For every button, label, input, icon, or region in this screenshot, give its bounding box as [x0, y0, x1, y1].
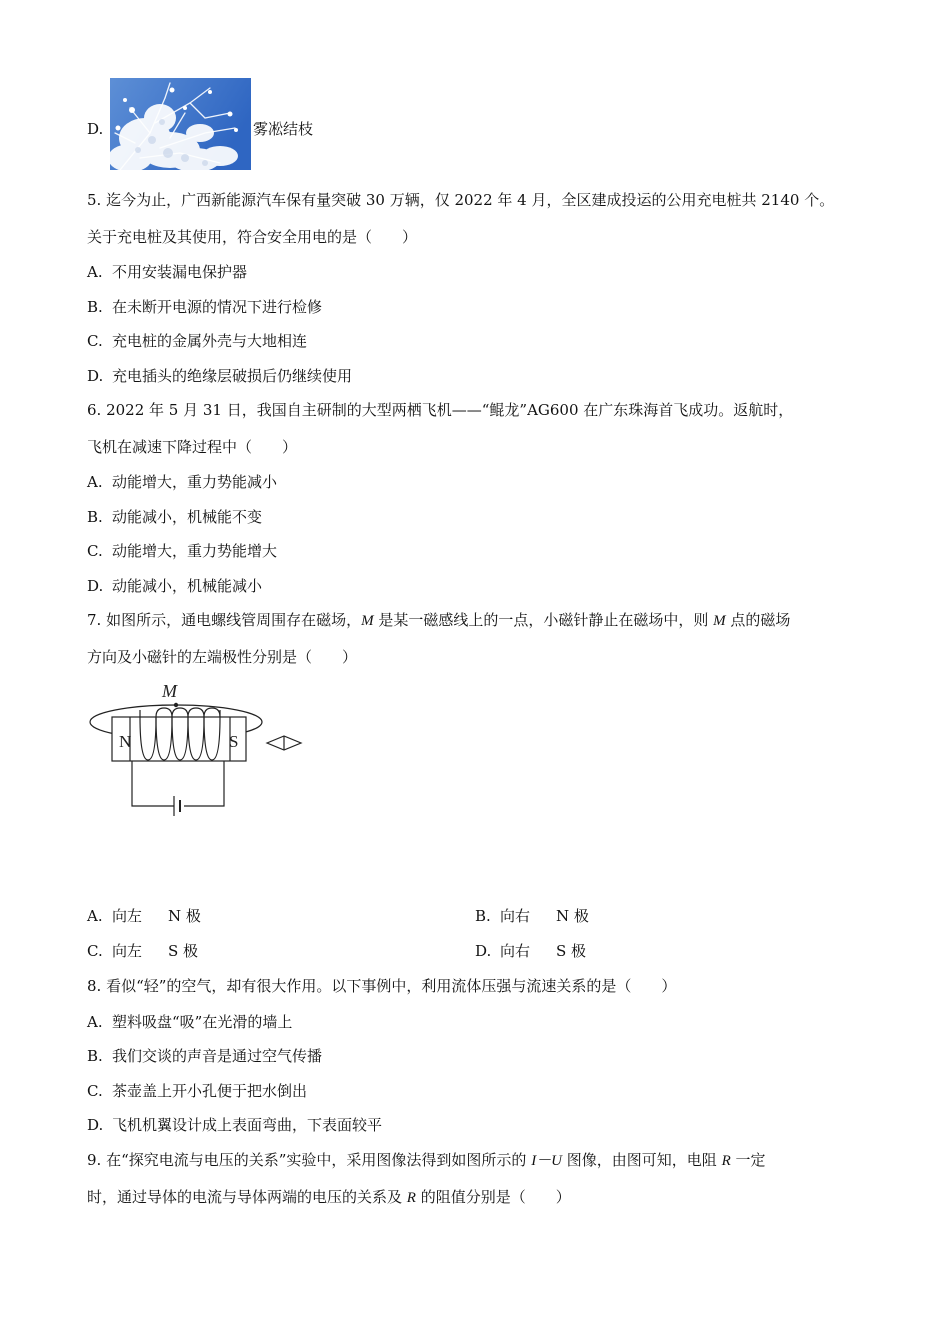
solenoid-diagram: [86, 680, 316, 830]
q5-stem-line1: 5. 迄今为止，广西新能源汽车保有量突破 30 万辆，仅 2022 年 4 月，全区建成投运的公用充电桩共 2140 个。: [87, 191, 835, 209]
var-r: R: [406, 1190, 416, 1206]
option-key: D.: [87, 120, 104, 138]
q9-stem-line2: 时，通过导体的电流与导体两端的电压的关系及 R 的阻值分别是（ ）: [87, 1188, 571, 1206]
q6-stem-line2: 飞机在减速下降过程中（ ）: [87, 438, 298, 456]
label-n: N: [119, 732, 132, 751]
frosted-tree-photo: [110, 78, 251, 170]
q6-stem-line1: 6. 2022 年 5 月 31 日，我国自主研制的大型两栖飞机——“鲲龙”AG600 在广东珠海首飞成功。返航时，: [87, 401, 794, 419]
q7-option-a: A. 向左 N 极: [87, 907, 201, 925]
var-m: M: [713, 613, 726, 629]
q7-option-b: B. 向右 N 极: [475, 907, 589, 925]
q4-option-d-text: 雾凇结枝: [253, 120, 314, 138]
q6-option-c: C. 动能增大，重力势能增大: [87, 542, 278, 560]
q5-stem-line2: 关于充电桩及其使用，符合安全用电的是（ ）: [87, 228, 418, 246]
point-m-dot: [174, 703, 178, 707]
q6-option-d: D. 动能减小，机械能减小: [87, 577, 263, 595]
q7-stem-line1: 7. 如图所示，通电螺线管周围存在磁场，M 是某一磁感线上的一点，小磁针静止在磁场中，则 M 点的磁场: [87, 611, 791, 629]
q6-option-a: A. 动能增大，重力势能减小: [87, 473, 278, 491]
q5-option-c: C. 充电桩的金属外壳与大地相连: [87, 332, 308, 350]
q6-option-b: B. 动能减小，机械能不变: [87, 508, 263, 526]
label-s: S: [229, 732, 239, 751]
var-m: M: [361, 613, 374, 629]
q8-option-c: C. 茶壶盖上开小孔便于把水倒出: [87, 1082, 308, 1100]
q8-stem-line1: 8. 看似“轻”的空气，却有很大作用。以下事例中，利用流体压强与流速关系的是（ ）: [87, 977, 677, 995]
q4-option-d: [87, 119, 103, 139]
q8-option-a: A. 塑料吸盘“吸”在光滑的墙上: [87, 1013, 293, 1031]
q7-stem-line2: 方向及小磁针的左端极性分别是（ ）: [87, 648, 358, 666]
q8-option-b: B. 我们交谈的声音是通过空气传播: [87, 1047, 323, 1065]
q5-option-a: A. 不用安装漏电保护器: [87, 263, 248, 281]
q5-option-b: B. 在未断开电源的情况下进行检修: [87, 298, 323, 316]
q5-option-d: D. 充电插头的绝缘层破损后仍继续使用: [87, 367, 353, 385]
q9-stem-line1: 9. 在“探究电流与电压的关系”实验中，采用图像法得到如图所示的 I－U 图像，由图可知，电阻 R 一定: [87, 1151, 766, 1169]
q7-option-c: C. 向左 S 极: [87, 942, 199, 960]
label-m: M: [162, 681, 177, 701]
var-r: R: [721, 1153, 731, 1169]
q8-option-d: D. 飞机机翼设计成上表面弯曲，下表面较平: [87, 1116, 383, 1134]
q7-option-d: D. 向右 S 极: [475, 942, 587, 960]
var-iu: I－U: [531, 1153, 563, 1169]
